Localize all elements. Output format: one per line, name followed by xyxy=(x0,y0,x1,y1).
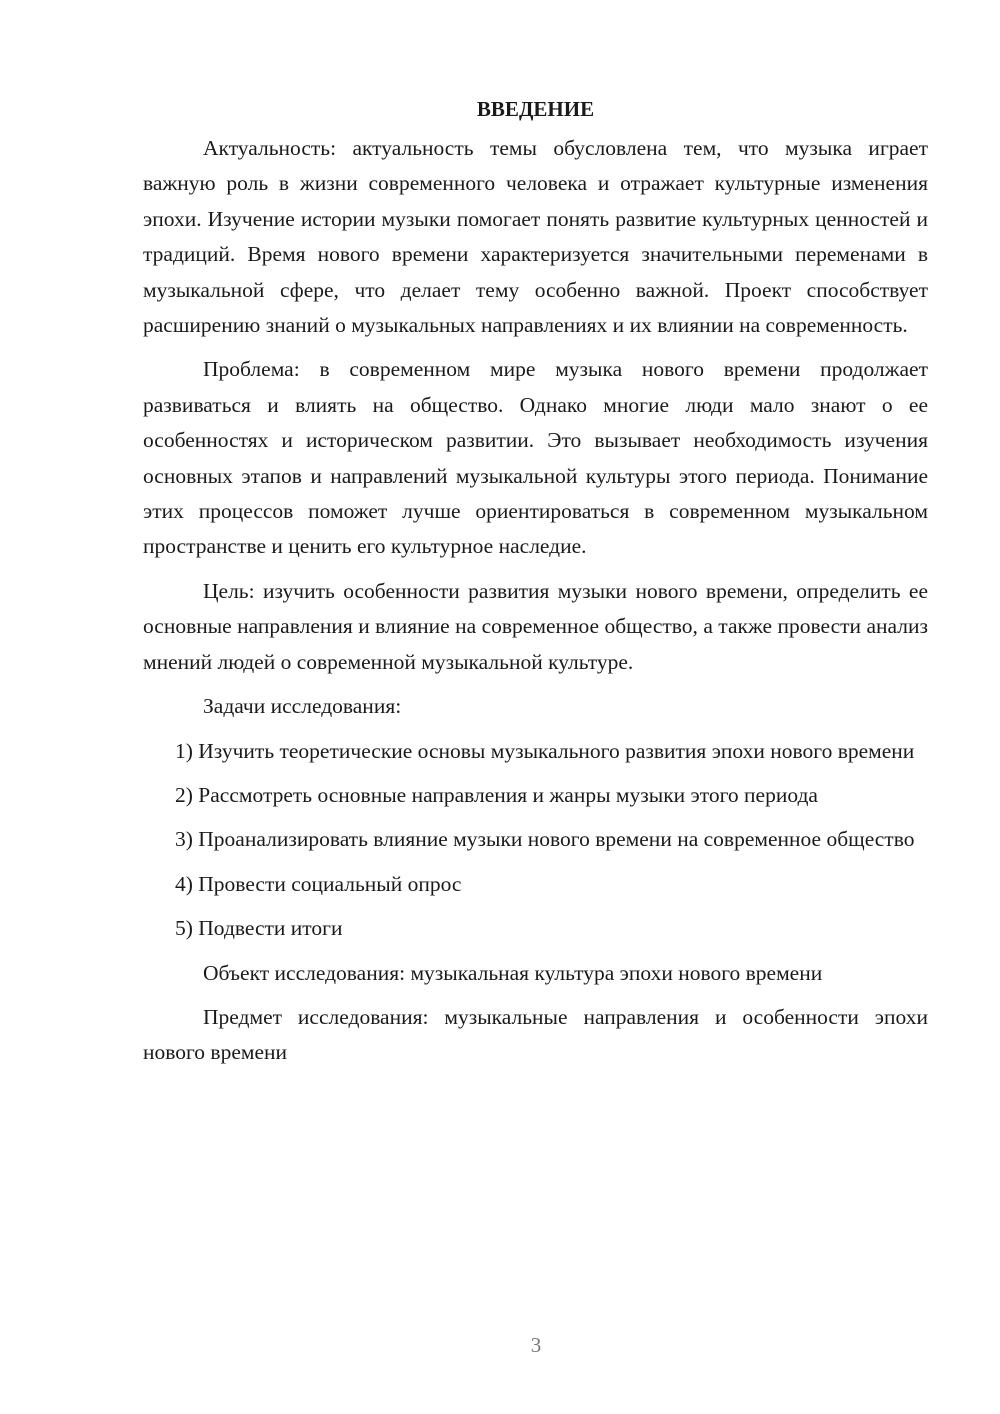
page-number: 3 xyxy=(530,1333,542,1357)
list-item: 1) Изучить теоретические основы музыкального развития эпохи нового времени xyxy=(175,738,915,763)
paragraph-relevance: Актуальность: актуальность темы обусловлена тем, что музыка играет важную роль в жизни современного человека и отражает культурные изменения эпохи. Изучение истории музыки помогает понять развитие культурных ценностей и традиций. Время нового времени характеризуется значительными переменами в музыкальной сфере, что делает тему особенно важной. Проект способствует расширению знаний о музыкальных направлениях и их влиянии на современность. xyxy=(143,136,928,338)
section-heading: ВВЕДЕНИЕ xyxy=(476,97,595,121)
list-item: 2) Рассмотреть основные направления и жанры музыки этого периода xyxy=(175,782,818,807)
document-page xyxy=(143,92,928,1080)
paragraph-subject: Предмет исследования: музыкальные направления и особенности эпохи нового времени xyxy=(143,1004,928,1065)
tasks-title: Задачи исследования: xyxy=(203,694,402,719)
paragraph-goal: Цель: изучить особенности развития музыки нового времени, определить ее основные направления и влияние на современное общество, а также провести анализ мнений людей о современной музыкальной культуре. xyxy=(143,578,928,674)
paragraph-object: Объект исследования: музыкальная культура эпохи нового времени xyxy=(203,960,823,985)
list-item: 3) Проанализировать влияние музыки нового времени на современное общество xyxy=(175,827,915,852)
paragraph-problem: Проблема: в современном мире музыка нового времени продолжает развиваться и влиять на общество. Однако многие люди мало знают о ее особенностях и историческом развитии. Это вызывает необходимость изучения основных этапов и направлений музыкальной культуры этого периода. Понимание этих процессов поможет лучше ориентироваться в современном музыкальном пространстве и ценить его культурное наследие. xyxy=(143,357,928,559)
list-item: 4) Провести социальный опрос xyxy=(175,871,462,896)
list-item: 5) Подвести итоги xyxy=(175,916,343,941)
